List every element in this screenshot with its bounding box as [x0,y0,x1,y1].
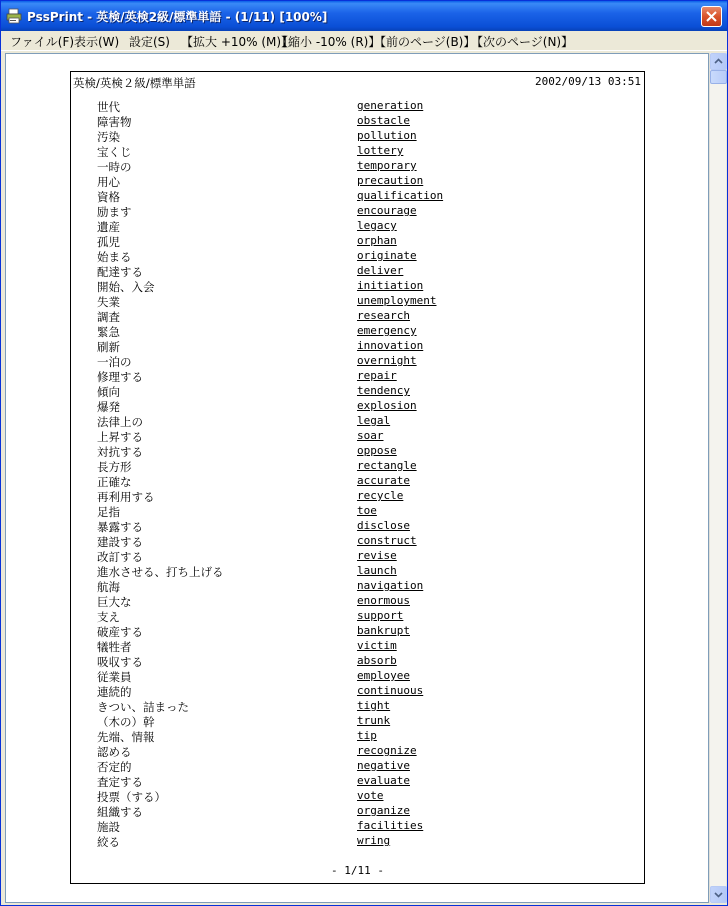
english-word-link[interactable]: disclose [357,519,410,532]
english-word-link[interactable]: vote [357,789,384,802]
word-row [97,774,617,789]
english-word-link[interactable]: toe [357,504,377,517]
english-word-link[interactable]: organize [357,804,410,817]
word-row [97,729,617,744]
page-header-title: 英検/英検２級/標準単語 [73,76,196,90]
word-row [97,249,617,264]
word-row [97,114,617,129]
menu-settings[interactable]: 設定(S) [129,35,170,49]
english-word-link[interactable]: oppose [357,444,397,457]
english-word-link[interactable]: encourage [357,204,417,217]
word-row [97,744,617,759]
vertical-scrollbar[interactable] [709,53,726,903]
word-row [97,699,617,714]
english-word-link[interactable]: tendency [357,384,410,397]
word-row [97,834,617,849]
menu-view[interactable]: 表示(W) [74,35,120,49]
japanese-word: 傾向 [97,385,120,399]
word-row [97,459,617,474]
menu-next-page[interactable]: 【次のページ(N)】 [471,35,574,49]
japanese-word: 破産する [97,625,143,639]
word-row [97,654,617,669]
word-row [97,264,617,279]
english-word-link[interactable]: launch [357,564,397,577]
word-row [97,564,617,579]
english-word-link[interactable]: innovation [357,339,424,352]
word-row [97,489,617,504]
english-word-link[interactable]: explosion [357,399,417,412]
japanese-word: 長方形 [97,460,132,474]
english-word-link[interactable]: recycle [357,489,404,502]
japanese-word: 上昇する [97,430,143,444]
japanese-word: 爆発 [97,400,120,414]
document-view[interactable] [5,53,709,903]
word-row [97,624,617,639]
japanese-word: 資格 [97,190,120,204]
japanese-word: 遺産 [97,220,120,234]
japanese-word: 足指 [97,505,120,519]
arrow-up-icon [711,54,726,69]
japanese-word: 投票（する） [97,790,166,804]
english-word-link[interactable]: employee [357,669,410,682]
japanese-word: 一時の [97,160,132,174]
word-row [97,189,617,204]
english-word-link[interactable]: lottery [357,144,404,157]
english-word-link[interactable]: wring [357,834,391,847]
word-row [97,324,617,339]
japanese-word: 認める [97,745,132,759]
japanese-word: 進水させる、打ち上げる [97,565,224,579]
japanese-word: （木の）幹 [97,715,155,729]
word-row [97,429,617,444]
word-row [97,309,617,324]
close-button[interactable] [701,6,722,27]
word-list [97,99,617,849]
japanese-word: 配達する [97,265,143,279]
english-word-link[interactable]: initiation [357,279,424,292]
japanese-word: 犠牲者 [97,640,132,654]
english-word-link[interactable]: pollution [357,129,417,142]
english-word-link[interactable]: legacy [357,219,397,232]
word-row [97,714,617,729]
word-row [97,414,617,429]
menu-file[interactable]: ファイル(F) [10,35,75,49]
word-row [97,789,617,804]
japanese-word: 刷新 [97,340,120,354]
menu-zoom-out[interactable]: 【縮小 -10% (R)】 [276,35,381,49]
english-word-link[interactable]: research [357,309,410,322]
english-word-link[interactable]: victim [357,639,397,652]
english-word-link[interactable]: trunk [357,714,391,727]
word-row [97,819,617,834]
word-row [97,174,617,189]
japanese-word: 用心 [97,175,120,189]
english-word-link[interactable]: deliver [357,264,404,277]
english-word-link[interactable]: tight [357,699,391,712]
english-word-link[interactable]: continuous [357,684,424,697]
english-word-link[interactable]: legal [357,414,391,427]
english-word-link[interactable]: recognize [357,744,417,757]
japanese-word: 改訂する [97,550,143,564]
japanese-word: 組織する [97,805,143,819]
english-word-link[interactable]: absorb [357,654,397,667]
japanese-word: 汚染 [97,130,120,144]
japanese-word: 緊急 [97,325,120,339]
english-word-link[interactable]: tip [357,729,377,742]
japanese-word: 吸収する [97,655,143,669]
japanese-word: 励ます [97,205,132,219]
japanese-word: 一泊の [97,355,132,369]
word-row [97,399,617,414]
english-word-link[interactable]: negative [357,759,410,772]
japanese-word: 巨大な [97,595,132,609]
word-row [97,519,617,534]
word-row [97,609,617,624]
english-word-link[interactable]: evaluate [357,774,410,787]
menu-zoom-in[interactable]: 【拡大 +10% (M)】 [181,35,294,49]
japanese-word: 宝くじ [97,145,132,159]
menu-prev-page[interactable]: 【前のページ(B)】 [374,35,476,49]
scroll-down-button[interactable] [710,886,727,903]
word-row [97,294,617,309]
japanese-word: 開始、入会 [97,280,155,294]
japanese-word: 孤児 [97,235,120,249]
japanese-word: 暴露する [97,520,143,534]
word-row [97,339,617,354]
word-row [97,234,617,249]
japanese-word: 正確な [97,475,132,489]
japanese-word: 失業 [97,295,120,309]
word-row [97,549,617,564]
word-row [97,759,617,774]
english-word-link[interactable]: orphan [357,234,397,247]
english-word-link[interactable]: enormous [357,594,410,607]
scroll-thumb[interactable] [710,70,727,84]
page-number: - 1/11 - [331,864,384,877]
english-word-link[interactable]: originate [357,249,417,262]
japanese-word: 修理する [97,370,143,384]
word-row [97,639,617,654]
japanese-word: 建設する [97,535,143,549]
word-row [97,384,617,399]
arrow-down-icon [711,887,726,902]
printer-icon [6,8,22,24]
japanese-word: 対抗する [97,445,143,459]
word-row [97,354,617,369]
english-word-link[interactable]: precaution [357,174,424,187]
window-title: PssPrint - 英検/英検2級/標準単語 - (1/11) [100%] [27,10,328,24]
english-word-link[interactable]: support [357,609,404,622]
japanese-word: 支え [97,610,120,624]
english-word-link[interactable]: rectangle [357,459,417,472]
japanese-word: 先端、情報 [97,730,155,744]
close-icon [706,11,717,22]
word-row [97,804,617,819]
word-row [97,204,617,219]
word-row [97,129,617,144]
english-word-link[interactable]: obstacle [357,114,410,127]
japanese-word: 世代 [97,100,120,114]
japanese-word: 再利用する [97,490,155,504]
word-row [97,219,617,234]
japanese-word: 障害物 [97,115,132,129]
word-row [97,684,617,699]
english-word-link[interactable]: soar [357,429,384,442]
english-word-link[interactable]: repair [357,369,397,382]
word-row [97,159,617,174]
english-word-link[interactable]: qualification [357,189,444,202]
japanese-word: 従業員 [97,670,132,684]
english-word-link[interactable]: unemployment [357,294,437,307]
word-row [97,669,617,684]
word-row [97,594,617,609]
word-row [97,279,617,294]
word-row [97,444,617,459]
japanese-word: 調査 [97,310,120,324]
english-word-link[interactable]: construct [357,534,417,547]
scroll-up-button[interactable] [710,53,727,70]
print-page [70,71,645,884]
menu-bar [1,31,727,51]
word-row [97,579,617,594]
word-row [97,534,617,549]
japanese-word: 査定する [97,775,143,789]
japanese-word: 否定的 [97,760,132,774]
english-word-link[interactable]: navigation [357,579,424,592]
english-word-link[interactable]: emergency [357,324,417,337]
title-bar[interactable] [1,1,727,31]
english-word-link[interactable]: revise [357,549,397,562]
english-word-link[interactable]: accurate [357,474,410,487]
english-word-link[interactable]: overnight [357,354,417,367]
english-word-link[interactable]: generation [357,99,424,112]
japanese-word: 始まる [97,250,132,264]
japanese-word: 連続的 [97,685,132,699]
word-row [97,369,617,384]
japanese-word: 施設 [97,820,120,834]
japanese-word: 絞る [97,835,120,849]
word-row [97,504,617,519]
english-word-link[interactable]: bankrupt [357,624,410,637]
word-row [97,474,617,489]
japanese-word: 航海 [97,580,120,594]
page-header-date: 2002/09/13 03:51 [535,75,641,88]
japanese-word: きつい、詰まった [97,700,189,714]
english-word-link[interactable]: temporary [357,159,417,172]
word-row [97,99,617,114]
english-word-link[interactable]: facilities [357,819,424,832]
word-row [97,144,617,159]
japanese-word: 法律上の [97,415,143,429]
